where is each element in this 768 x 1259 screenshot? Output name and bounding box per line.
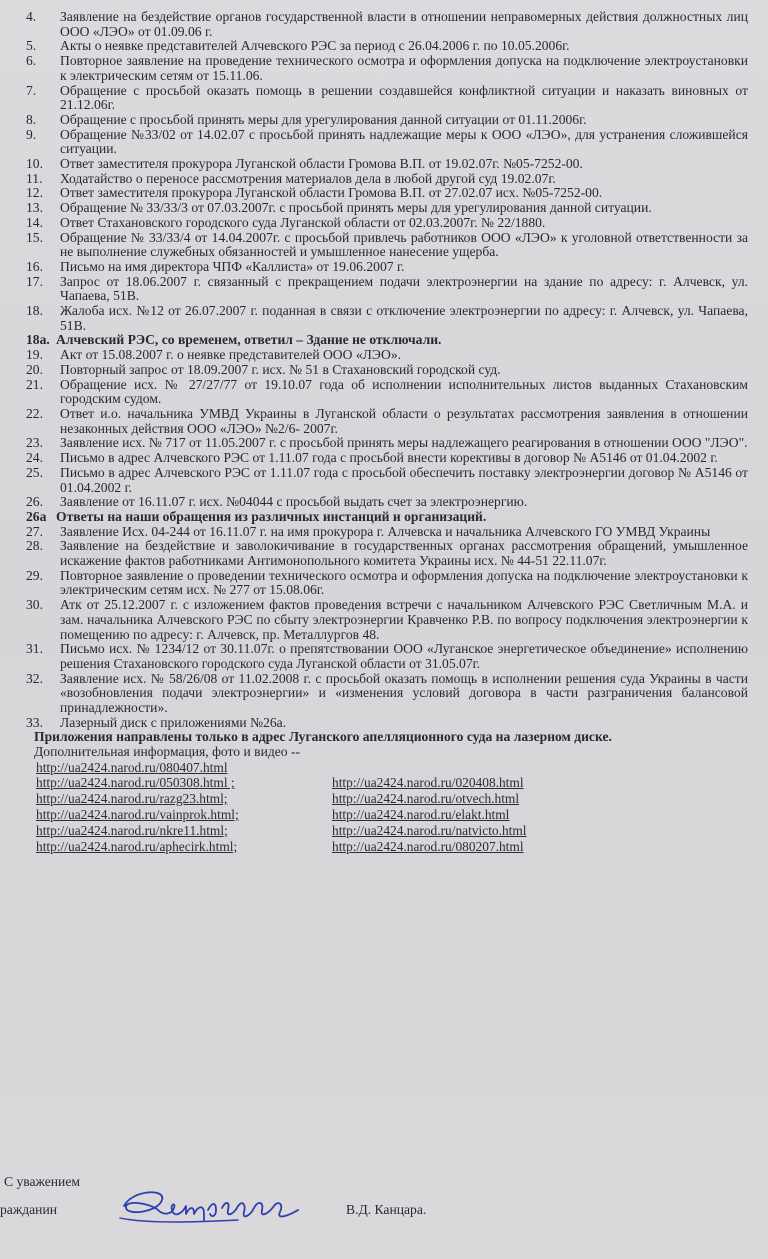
item-number: 17. xyxy=(26,273,43,289)
link-row xyxy=(36,775,676,791)
list-item xyxy=(26,598,748,642)
list-item xyxy=(26,436,748,451)
item-text: Заявление исх. № 717 от 11.05.2007 г. с просьбой принять меры надлежащего реагирования в отношении ООО "ЛЭО". xyxy=(60,435,748,451)
link-right[interactable]: http://ua2424.narod.ru/natvicto.html xyxy=(332,822,527,838)
link-cell xyxy=(36,791,332,807)
item-number: 31. xyxy=(26,641,43,657)
list-item xyxy=(26,10,748,39)
item-text: Повторный запрос от 18.09.2007 г. исх. № 51 в Стахановский городской суд. xyxy=(60,361,501,377)
item-text: Заявление от 16.11.07 г. исх. №04044 с просьбой выдать счет за электроэнергию. xyxy=(60,494,528,510)
item-number: 32. xyxy=(26,670,43,686)
link-right[interactable]: http://ua2424.narod.ru/020408.html xyxy=(332,775,524,791)
item-number: 27. xyxy=(26,523,43,539)
list-item xyxy=(26,216,748,231)
link-cell xyxy=(36,775,332,791)
list-item xyxy=(26,84,748,113)
item-text: Заявление исх. № 58/26/08 от 11.02.2008 г. с просьбой оказать помощь в исполнении решения суда Украины в части «возобновления подачи электроэнергии» и «изменения условий договора в части разграничения балансовой принадлежности». xyxy=(60,670,748,716)
list-item xyxy=(26,378,748,407)
list-item xyxy=(26,304,748,333)
links-block xyxy=(36,760,676,855)
item-text: Обращение №33/02 от 14.02.07 с просьбой принять надлежащие меры к ООО «ЛЭО», для устранения сложившейся ситуации. xyxy=(60,126,748,157)
item-text: Заявление на бездействие органов государственной власти в отношении неправомерных действия должностных лиц ООО «ЛЭО» от 01.09.06 г. xyxy=(60,9,748,39)
item-number: 9. xyxy=(26,126,37,142)
list-item xyxy=(26,407,748,436)
list-item xyxy=(26,363,748,378)
link-cell xyxy=(36,839,332,855)
list-item xyxy=(26,172,748,187)
item-text: Заявление Исх. 04-244 от 16.11.07 г. на имя прокурора г. Алчевска и начальника Алчевского ГО УМВД Украины xyxy=(60,523,711,539)
list-item xyxy=(26,113,748,128)
item-text: Ответ Стахановского городского суда Луганской области от 02.03.2007г. № 22/1880. xyxy=(60,214,546,230)
list-item xyxy=(26,157,748,172)
link-right[interactable]: http://ua2424.narod.ru/otvech.html xyxy=(332,791,520,807)
link-first[interactable]: http://ua2424.narod.ru/080407.html xyxy=(36,759,228,775)
link-row xyxy=(36,807,676,823)
list-item xyxy=(26,128,748,157)
item-text: Заявление на бездействие и заволокичивание в государственных органах рассмотрения обращений, умышленное искажение фактов работниками Антимонопольного комитета Украины исх. № 44-51 22.11.07г. xyxy=(60,538,748,569)
list-item xyxy=(26,201,748,216)
item-text: Письмо на имя директора ЧПФ «Каллиста» от 19.06.2007 г. xyxy=(60,258,405,274)
link-left[interactable]: http://ua2424.narod.ru/aphecirk.html; xyxy=(36,838,238,854)
link-left[interactable]: http://ua2424.narod.ru/vainprok.html; xyxy=(36,807,239,823)
item-text: Обращение исх. № 27/27/77 от 19.10.07 года об исполнении исполнительных листов выданных Стахановским городским судом. xyxy=(60,376,748,407)
item-text: Обращение с просьбой оказать помощь в решении создавшейся конфликтной ситуации и наказать виновных от 21.12.06г. xyxy=(60,82,748,113)
item-number: 33. xyxy=(26,714,43,730)
list-item xyxy=(26,672,748,716)
list-item xyxy=(26,642,748,671)
list-item xyxy=(26,333,748,348)
item-number: 16. xyxy=(26,258,43,274)
item-number: 21. xyxy=(26,376,43,392)
item-number: 15. xyxy=(26,229,43,245)
list-item xyxy=(26,231,748,260)
item-number: 13. xyxy=(26,200,43,216)
item-number: 5. xyxy=(26,38,37,54)
item-text: Письмо в адрес Алчевского РЭС от 1.11.07 года с просьбой внести корективы в договор № А5146 от 01.04.2002 г. xyxy=(60,450,718,466)
link-cell xyxy=(332,823,632,839)
list-item xyxy=(26,495,748,510)
item-text: Запрос от 18.06.2007 г. связанный с прекращением подачи электроэнергии на здание по адресу: г. Алчевск, ул. Чапаева, 51В. xyxy=(60,273,748,304)
item-text: Ответ и.о. начальника УМВД Украины в Луганской области о результатах рассмотрения заявления в отношении незаконных действия ООО «ЛЭО» №2/6- 2007г. xyxy=(60,405,748,436)
item-text: Обращение № 33/33/4 от 14.04.2007г. с просьбой привлечь работников ООО «ЛЭО» к уголовной ответственности за не выполнение служебных обязанностей и умышленное нанесение ущерба. xyxy=(60,229,748,260)
item-number: 10. xyxy=(26,156,43,172)
item-text: Атк от 25.12.2007 г. с изложением фактов проведения встречи с начальником Алчевского РЭС Светличным М.А. и зам. начальника Алчевского РЭС по сбыту электроэнергии Кравченко Р.В. по вопросу подключения электроэнергии к помещению по адресу: г. Алчевск, пр. Металлургов 48. xyxy=(60,597,748,642)
item-number: 29. xyxy=(26,567,43,583)
item-number: 20. xyxy=(26,361,43,377)
link-left[interactable]: http://ua2424.narod.ru/nkre11.html; xyxy=(36,822,228,838)
item-text: Акт от 15.08.2007 г. о неявке представителей ООО «ЛЭО». xyxy=(60,347,402,363)
link-cell xyxy=(332,839,632,855)
item-number: 8. xyxy=(26,111,37,127)
link-left[interactable]: http://ua2424.narod.ru/050308.html ; xyxy=(36,775,235,791)
item-list xyxy=(26,10,748,730)
list-item xyxy=(26,466,748,495)
item-number: 18а. xyxy=(26,332,50,348)
list-item xyxy=(26,525,748,540)
item-text: Лазерный диск с приложениями №26а. xyxy=(60,714,287,730)
item-number: 4. xyxy=(26,9,37,24)
item-number: 6. xyxy=(26,53,37,69)
item-number: 7. xyxy=(26,82,37,98)
list-item xyxy=(26,186,748,201)
list-item xyxy=(26,54,748,83)
item-number: 23. xyxy=(26,435,43,451)
greeting-text: С уважением xyxy=(4,1174,80,1189)
item-number: 18. xyxy=(26,303,43,319)
link-cell xyxy=(332,775,632,791)
citizen-label: ражданин xyxy=(0,1202,57,1217)
item-number: 26. xyxy=(26,494,43,510)
item-number: 24. xyxy=(26,450,43,466)
item-text: Повторное заявление о проведении технического осмотра и оформления допуска на подключение электроустановки к электрическим сетям исх. № 277 от 15.08.06г. xyxy=(60,567,748,598)
link-row xyxy=(36,839,676,855)
document-body xyxy=(26,10,748,854)
signatory-name: В.Д. Канцара. xyxy=(346,1202,427,1217)
item-number: 30. xyxy=(26,597,43,613)
item-text: Акты о неявке представителей Алчевского РЭС за период с 26.04.2006 г. по 10.05.2006г. xyxy=(60,38,570,54)
list-item xyxy=(26,260,748,275)
handwritten-signature xyxy=(118,1184,308,1232)
item-number: 22. xyxy=(26,405,43,421)
link-right[interactable]: http://ua2424.narod.ru/080207.html xyxy=(332,838,524,854)
link-rows xyxy=(36,775,676,854)
item-text: Ответ заместителя прокурора Луганской области Громова В.П. от 19.02.07г. №05-7252-00. xyxy=(60,156,583,172)
item-text: Ходатайство о переносе рассмотрения материалов дела в любой другой суд 19.02.07г. xyxy=(60,170,556,186)
list-item xyxy=(26,275,748,304)
link-row xyxy=(36,760,676,776)
item-number: 19. xyxy=(26,347,43,363)
item-text: Ответ заместителя прокурора Луганской области Громова В.П. от 27.02.07 исх. №05-7252-00. xyxy=(60,185,603,201)
list-item xyxy=(26,348,748,363)
item-number: 12. xyxy=(26,185,43,201)
item-number: 14. xyxy=(26,214,43,230)
link-left[interactable]: http://ua2424.narod.ru/razg23.html; xyxy=(36,791,228,807)
link-cell xyxy=(332,791,632,807)
link-right[interactable]: http://ua2424.narod.ru/elakt.html xyxy=(332,807,510,823)
list-item xyxy=(26,539,748,568)
attachments-note: Приложения направлены только в адрес Луганского апелляционного суда на лазерном диске. xyxy=(34,729,612,745)
link-cell xyxy=(332,807,632,823)
list-item xyxy=(26,39,748,54)
item-text: Обращение № 33/33/3 от 07.03.2007г. с просьбой принять меры для урегулирования данной ситуации. xyxy=(60,200,652,216)
list-item xyxy=(26,510,748,525)
item-number: 28. xyxy=(26,538,43,554)
item-number: 25. xyxy=(26,464,43,480)
link-cell xyxy=(36,823,332,839)
item-number: 11. xyxy=(26,170,43,186)
link-row xyxy=(36,791,676,807)
link-cell xyxy=(36,807,332,823)
item-text: Ответы на наши обращения из различных инстанций и организаций. xyxy=(56,508,487,524)
link-row xyxy=(36,823,676,839)
item-text: Жалоба исх. №12 от 26.07.2007 г. поданная в связи с отключение электроэнергии по адресу: г. Алчевск, ул. Чапаева, 51В. xyxy=(60,303,748,333)
item-number: 26а xyxy=(26,508,47,524)
item-text: Письмо в адрес Алчевского РЭС от 1.11.07 года с просьбой обеспечить поставку электроэнергии договор № А5146 от 01.04.2002 г. xyxy=(60,464,748,495)
item-text: Повторное заявление на проведение технического осмотра и оформления допуска на подключение электроустановки к электрическим сетям от 15.11.06. xyxy=(60,53,748,83)
list-item xyxy=(26,451,748,466)
item-text: Алчевский РЭС, со временем, ответил – Здание не отключали. xyxy=(56,332,442,348)
list-item xyxy=(26,716,748,731)
additional-info-label: Дополнительная информация, фото и видео -- xyxy=(34,744,301,760)
item-text: Обращение с просьбой принять меры для урегулирования данной ситуации от 01.11.2006г. xyxy=(60,111,587,127)
list-item xyxy=(26,569,748,598)
item-text: Письмо исх. № 1234/12 от 30.11.07г. о препятствовании ООО «Луганское энергетическое объединение» исполнению решения Стахановского городского суда Луганской области от 31.05.07г. xyxy=(60,641,748,671)
